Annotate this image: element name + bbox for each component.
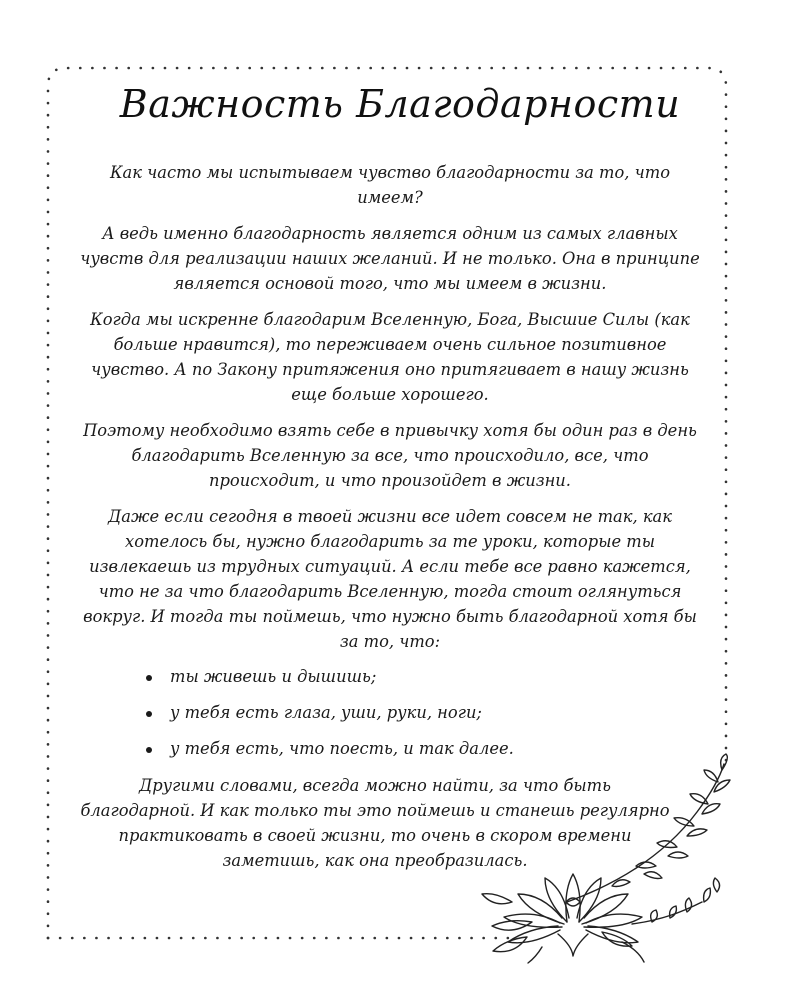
paragraph-closing: Другими словами, всегда можно найти, за что быть благодарной. И как только ты это поймешь и станешь регулярно практиковать в своей жизни, то очень в скором времени заметишь, как она преобразилась. <box>80 776 670 870</box>
paragraph-intro: Как часто мы испытываем чувство благодарности за то, что имеем? <box>109 163 671 207</box>
paragraph-habit: Поэтому необходимо взять себе в привычку хотя бы один раз в день благодарить Вселенную за все, что происходило, все, что происходит, и что произойдет в жизни. <box>83 421 697 490</box>
list-item: у тебя есть глаза, уши, руки, ноги; <box>170 701 700 725</box>
page-title: Важность Благодарности <box>119 82 681 126</box>
paragraph-gratitude-main: А ведь именно благодарность является одним из самых главных чувств для реализации наших желаний. И не только. Она в принципе является основой того, что мы имеем в жизни. <box>80 224 700 293</box>
list-item: у тебя есть, что поесть, и так далее. <box>170 737 700 761</box>
paragraph-universe: Когда мы искренне благодарим Вселенную, Бога, Высшие Силы (как больше нравится), то переживаем очень сильное позитивное чувство. А по Закону притяжения оно притягивает в нашу жизнь еще больше хорошего. <box>90 310 690 404</box>
floral-decoration-icon <box>472 752 742 967</box>
gratitude-list <box>80 665 700 761</box>
paragraph-lessons: Даже если сегодня в твоей жизни все идет совсем не так, как хотелось бы, нужно благодарить за те уроки, которые ты извлекаешь из трудных ситуаций. А если тебе все равно кажется, что не за что благодарить Вселенную, тогда стоит оглянуться вокруг. И тогда ты поймешь, что нужно быть благодарной хотя бы за то, что: <box>83 507 697 651</box>
list-item: ты живешь и дышишь; <box>170 665 700 689</box>
